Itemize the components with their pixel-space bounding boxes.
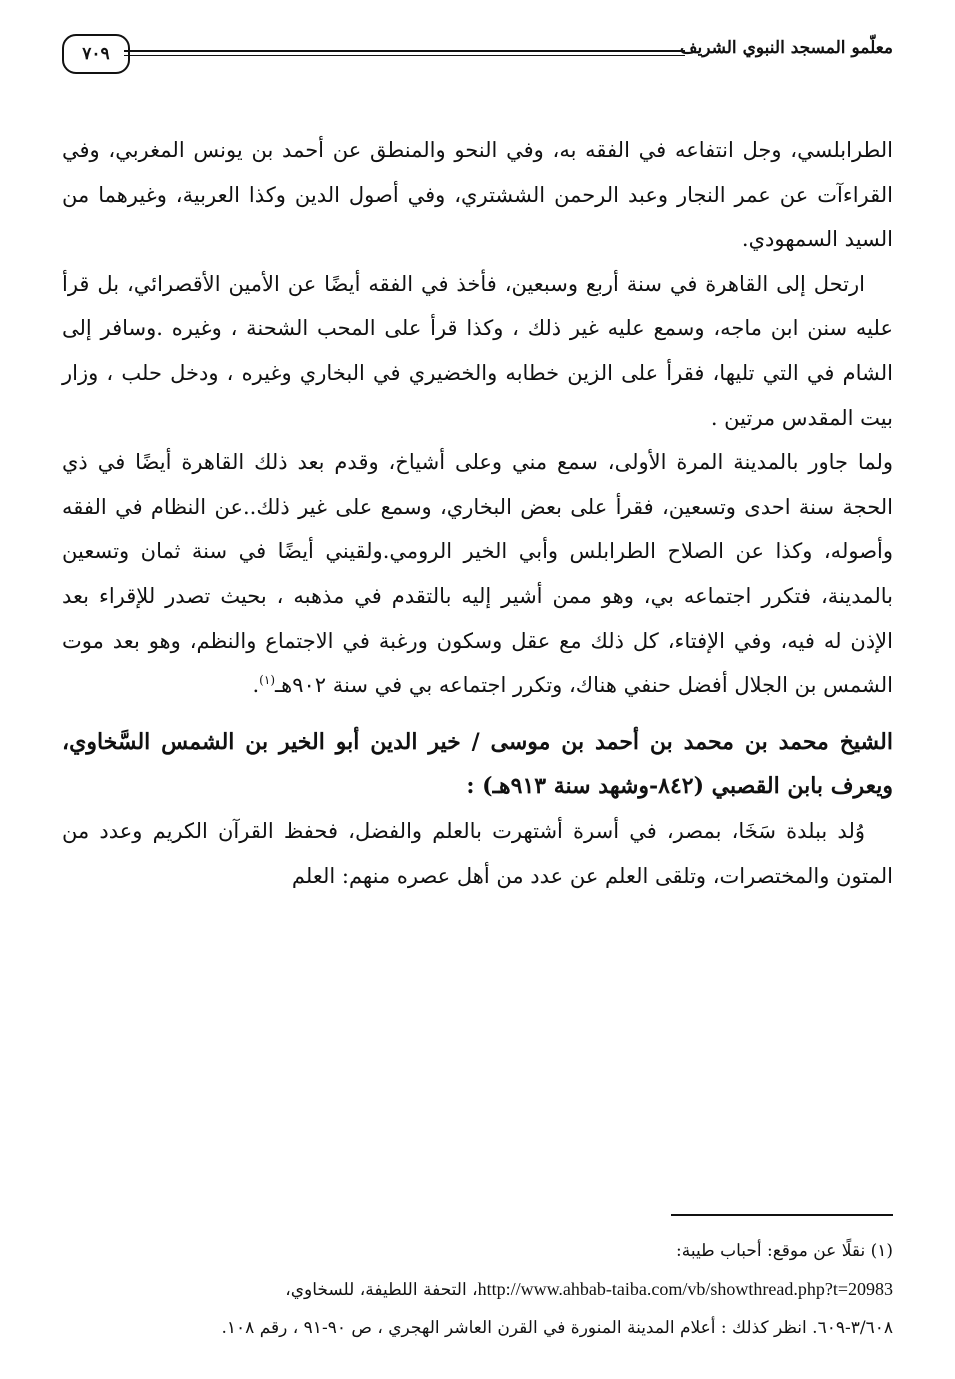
paragraph-4: وُلد ببلدة سَخَا، بمصر، في أسرة أشتهرت بالعلم والفضل، فحفظ القرآن الكريم وعدد من المتون والمختصرات، وتلقى العلم عن عدد من أهل عصره منهم: العلم (62, 818, 893, 888)
footnote-1-url[interactable]: http://www.ahbab-taiba.com/vb/showthread.php?t=20983 (477, 1279, 893, 1299)
page-number: ٧٠٩ (62, 34, 130, 74)
footnotes (62, 1232, 893, 1347)
footnote-1-label: (١) نقلًا عن موقع: أحباب طيبة: (676, 1241, 893, 1261)
paragraph-3 (62, 440, 893, 708)
running-header (62, 30, 893, 80)
footnote-1-line-3: ٣/٦٠٨-٦٠٩. انظر كذلك : أعلام المدينة المنورة في القرن العاشر الهجري ، ص ٩٠-٩١ ، رقم ١٠٨. (221, 1318, 893, 1338)
paragraph-3-text: ولما جاور بالمدينة المرة الأولى، سمع مني وعلى أشياخ، وقدم بعد ذلك القاهرة أيضًا في ذي الحجة سنة احدى وتسعين، فقرأ على بعض البخاري، وسمع على غير ذلك..عن النظام في الفقه وأصوله، وكذا عن الصلاح الطرابلس وأبي الخير الرومي.ولقيني أيضًا في سنة ثمان وتسعين بالمدينة، فتكرر اجتماعه بي، وهو ممن أشير إليه بالتقدم في مذهبه ، بحيث تصدر للإقراء بعد الإذن له فيه، وفي الإفتاء، كل ذلك مع عقل وسكون ورغبة في الاجتماع والنظم، وهو بعد موت الشمس بن الجلال أفضل حنفي هناك، وتكرر اجتماعه بي في سنة ٩٠٢هـ (62, 450, 893, 698)
running-title: معلّمو المسجد النبوي الشريف (679, 38, 893, 58)
paragraph-1: الطرابلسي، وجل انتفاعه في الفقه به، وفي النحو والمنطق عن أحمد بن يونس المغربي، وفي القراءآت عن عمر النجار وعبد الرحمن الششتري، وفي أصول الدين وكذا العربية، وغيرهما من السيد السمهودي. (62, 138, 893, 252)
footnote-1-source (62, 1270, 893, 1309)
footnote-separator (671, 1214, 893, 1216)
paragraph-3-end: . (252, 673, 260, 698)
body-text (62, 128, 893, 898)
header-rule (124, 50, 685, 56)
footnote-1-after-url: ، التحفة اللطيفة، للسخاوي، (285, 1280, 478, 1300)
paragraph-2: ارتحل إلى القاهرة في سنة أربع وسبعين، فأخذ في الفقه أيضًا عن الأمين الأقصرائي، بل قرأ عليه سنن ابن ماجه، وسمع عليه غير ذلك ، وكذا قرأ على المحب الشحنة ، وغيره .وسافر إلى الشام في التي تليها، فقرأ على الزين خطابه والخضيري في البخاري وغيره ، ودخل حلب ، وزار بيت المقدس مرتين . (62, 271, 893, 430)
biography-heading: الشيخ محمد بن محمد بن أحمد بن موسى / خير الدين أبو الخير بن الشمس السَّخاوي، ويعرف بابن القصبي (٨٤٢-وشهد سنة ٩١٣هـ) : (62, 728, 893, 800)
footnote-reference[interactable]: (١) (259, 673, 275, 688)
